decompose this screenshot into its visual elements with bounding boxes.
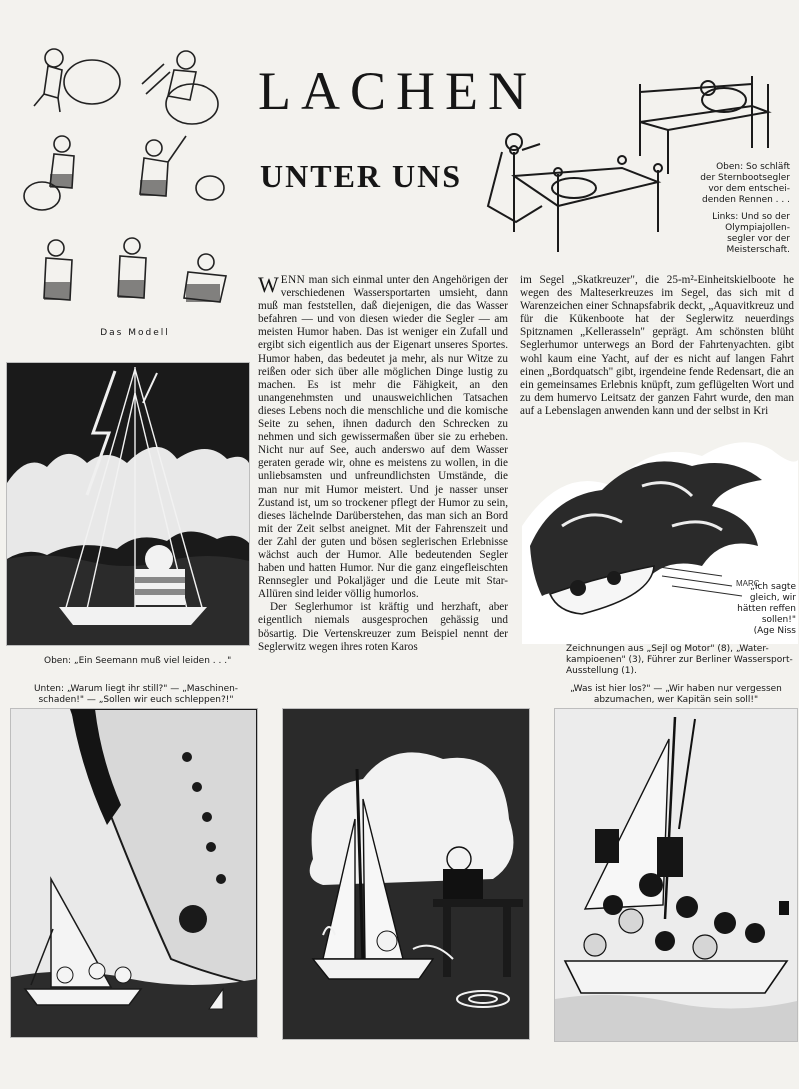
wave-quote: „Ich sagte gleich, wir hätten reffen sollen!" (Age Niss [737, 582, 796, 636]
bottom-right-cartoon [554, 708, 798, 1042]
modell-illustration [14, 36, 254, 326]
wave-cartoon-signature: MARC [736, 579, 760, 588]
article-column-1 [258, 274, 508, 654]
article-paragraph-2: Der Seglerhumor ist kräftig und herzhaft, aber eigentlich niemals ausgesprochen gehässig und bösartig. Die Vertenskreuzer zum Beispiel nennt der Seglerwitz wegen ihres roten Karos [258, 601, 508, 653]
page-title: LACHEN [258, 61, 537, 121]
bottom-left-cartoon [10, 708, 258, 1038]
article-paragraph-3: im Segel „Skatkreuzer", die 25-m²-Einheitskielboote he wegen des Malteserkreuzes im Segel, das sich mit d Warenzeichen einer Schnapsfabrik deckt, „Aquavitkreuz und für die Kükenboote hat der Seglerwitz neuerdings Spitznamen „Kellerasseln" geprägt. Am schönsten blüht Seglerhumor unterwegs an Bord der Fahrtenyachten. gibt wohl kaum eine Yacht, auf der es nicht auf langen Fahrt einen „Bordquatsch" gibt, irgendeine fende Redensart, die an ein gemeinsames Erlebnis knüpft, zum geflügelten Wort und zu dem humervo Leitsatz der ganzen Fahrt wurde, den man auf a Lebenslagen anwenden kann und der selbst in Kri [520, 274, 794, 417]
bed-caption-top: Oben: So schläft der Sternbootsegler vor dem entschei- denden Rennen . . . [700, 162, 790, 205]
article-paragraph-1: WENN man sich einmal unter den Angehörigen der verschiedenen Wassersportarten umsieht, dann muß man feststellen, daß diejenigen, die das Wasser befahren — und von diesen wieder die Segler — am meisten Humor haben. Das ist weniger ein Zufall und ergibt sich eigentlich aus der Eigenart unseres Sportes. Humor haben, das bedeutet ja mehr, als nur Witze zu reißen oder sich über alle möglichen Dinge lustig zu machen. Es ist mehr die Fähigkeit, an den unangenehmsten und unausweichlichen Tatsachen dieses Lebens noch die menschliche und die komische Seite zu sehen, ihnen dadurch den Schrecken zu nehmen und sich gewissermaßen über sie zu erheben. Nicht nur auf See, auch anderswo auf dem Wasser geraten gerade wir, ohne es meistens zu wollen, in die unliebsamsten und unfreundlichsten Umstände, die man nur mit Humor meistert. Und je nasser unser Zustand ist, um so trockener pflegt der Humor zu sein, dieses lächelnde Darüberstehen, das man sich an Bord mit der Zeit selbst aneignet. Mit der Fahrenszeit und der Zahl der guten und bösen seglerischen Erlebnisse wächst auch der Humor. Alle bedeutenden Segler haben und hatten Humor. Nur die ganz eingefleischten Rennsegler und Pokaljäger und die Leute mit Star-Allüren sind leider völlig humorlos. [258, 272, 508, 601]
bottom-middle-cartoon [282, 708, 530, 1040]
bottom-right-caption: „Was ist hier los?" — „Wir haben nur vergessen abzumachen, wer Kapitän sein soll!" [570, 684, 782, 705]
storm-caption: Oben: „Ein Seemann muß viel leiden . . ." [44, 656, 232, 666]
storm-cartoon [6, 362, 250, 646]
modell-caption: Das Modell [100, 328, 170, 338]
illustration-credits: Zeichnungen aus „Sejl og Motor" (8), „Water- kampioenen" (3), Führer zur Berliner Wassersport- Ausstellung (1). [566, 644, 793, 676]
article-dropcap: W [258, 272, 279, 297]
article-column-2 [520, 274, 794, 424]
bed-caption-left: Links: Und so der Olympiajollen- segler vor der Meisterschaft. [712, 212, 790, 255]
page-subtitle: UNTER UNS [260, 158, 463, 194]
bottom-left-caption: Unten: „Warum liegt ihr still?" — „Maschinen- schaden!" — „Sollen wir euch schleppen?!" [33, 684, 239, 705]
